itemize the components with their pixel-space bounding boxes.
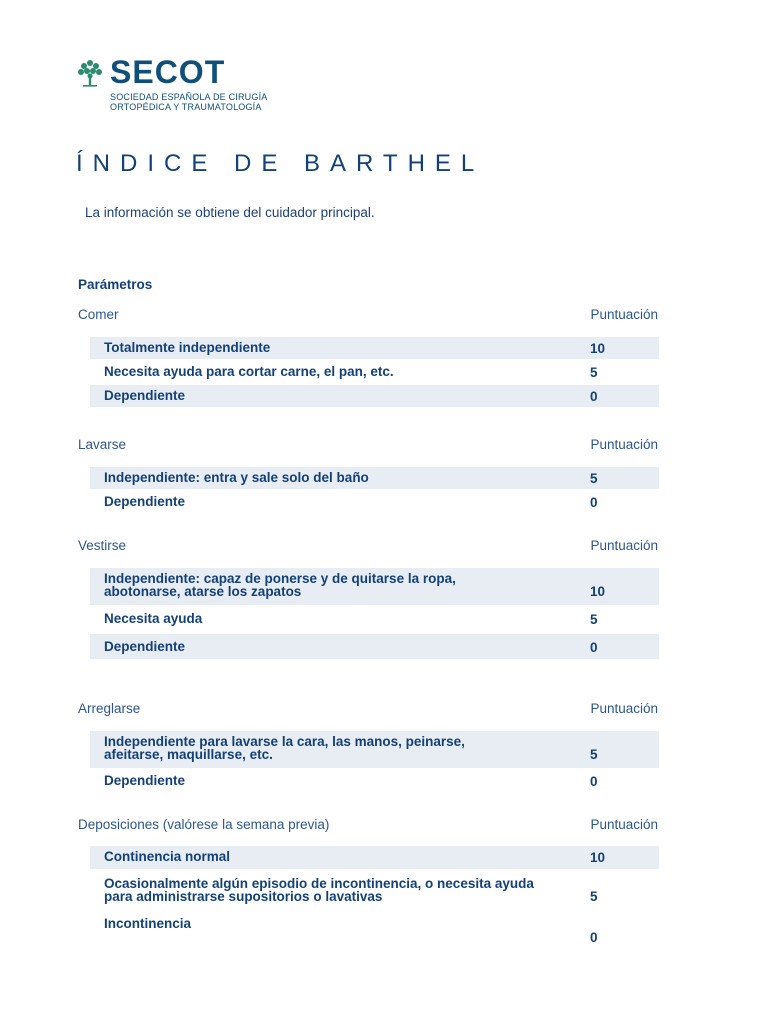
row-description: Independiente: entra y sale solo del baño — [104, 470, 369, 485]
section-header-comer — [78, 307, 658, 325]
row-description: Incontinencia — [104, 916, 192, 931]
category-label: Comer — [78, 307, 119, 322]
table-row — [90, 770, 659, 794]
row-score: 0 — [590, 640, 598, 655]
row-description: Necesita ayuda — [104, 611, 203, 626]
table-row — [90, 568, 659, 605]
section-header-arreglarse — [78, 701, 658, 719]
row-score: 0 — [590, 495, 598, 510]
score-heading: Puntuación — [590, 538, 658, 553]
row-description: Dependiente — [104, 773, 186, 788]
row-score: 10 — [590, 850, 606, 865]
row-score: 5 — [590, 471, 598, 486]
section-header-lavarse — [78, 437, 658, 455]
table-row — [90, 491, 659, 513]
logo-subtitle-line1: SOCIEDAD ESPAÑOLA DE CIRUGÍA — [110, 92, 268, 102]
row-score: 10 — [590, 341, 606, 356]
row-description: Ocasionalmente algún episodio de incontinencia, o necesita ayuda para administrarse supositorios o lavativas — [104, 876, 534, 904]
table-row — [90, 337, 659, 359]
row-score: 5 — [590, 612, 598, 627]
row-score: 5 — [590, 889, 598, 904]
table-row — [90, 913, 659, 953]
row-score: 0 — [590, 774, 598, 789]
logo-wordmark: SECOT — [110, 54, 226, 90]
section-header-vestirse — [78, 538, 658, 556]
score-heading: Puntuación — [590, 817, 658, 832]
category-label: Lavarse — [78, 437, 127, 452]
row-score: 10 — [590, 584, 606, 599]
row-description: Independiente: capaz de ponerse y de quitarse la ropa, abotonarse, atarse los zapatos — [104, 571, 456, 599]
row-score: 5 — [590, 365, 598, 380]
row-score: 0 — [590, 389, 598, 404]
table-row — [90, 607, 659, 631]
row-description: Independiente para lavarse la cara, las manos, peinarse, afeitarse, maquillarse, etc. — [104, 734, 465, 762]
row-description: Dependiente — [104, 639, 186, 654]
table-row — [90, 731, 659, 768]
row-description: Totalmente independiente — [104, 340, 271, 355]
parameters-heading: Parámetros — [78, 277, 153, 292]
score-heading: Puntuación — [590, 307, 658, 322]
intro-text: La información se obtiene del cuidador principal. — [85, 205, 375, 220]
score-heading: Puntuación — [590, 701, 658, 716]
category-label: Deposiciones (valórese la semana previa) — [78, 817, 330, 832]
row-description: Necesita ayuda para cortar carne, el pan, etc. — [104, 364, 394, 379]
table-row — [90, 846, 659, 869]
table-row — [90, 467, 659, 489]
row-score: 0 — [590, 930, 598, 945]
row-description: Dependiente — [104, 494, 186, 509]
category-label: Vestirse — [78, 538, 127, 553]
logo-subtitle — [110, 92, 267, 112]
tree-icon — [76, 58, 104, 88]
row-description: Dependiente — [104, 388, 186, 403]
section-header-deposiciones — [78, 817, 658, 835]
table-row — [90, 385, 659, 407]
table-row — [90, 873, 659, 911]
secot-logo — [76, 54, 268, 114]
table-row — [90, 361, 659, 383]
category-label: Arreglarse — [78, 701, 141, 716]
table-row — [90, 634, 659, 659]
row-score: 5 — [590, 747, 598, 762]
logo-subtitle-line2: ORTOPÉDICA Y TRAUMATOLOGÍA — [110, 102, 262, 112]
row-description: Continencia normal — [104, 849, 231, 864]
page-title: ÍNDICE DE BARTHEL — [76, 150, 485, 177]
score-heading: Puntuación — [590, 437, 658, 452]
